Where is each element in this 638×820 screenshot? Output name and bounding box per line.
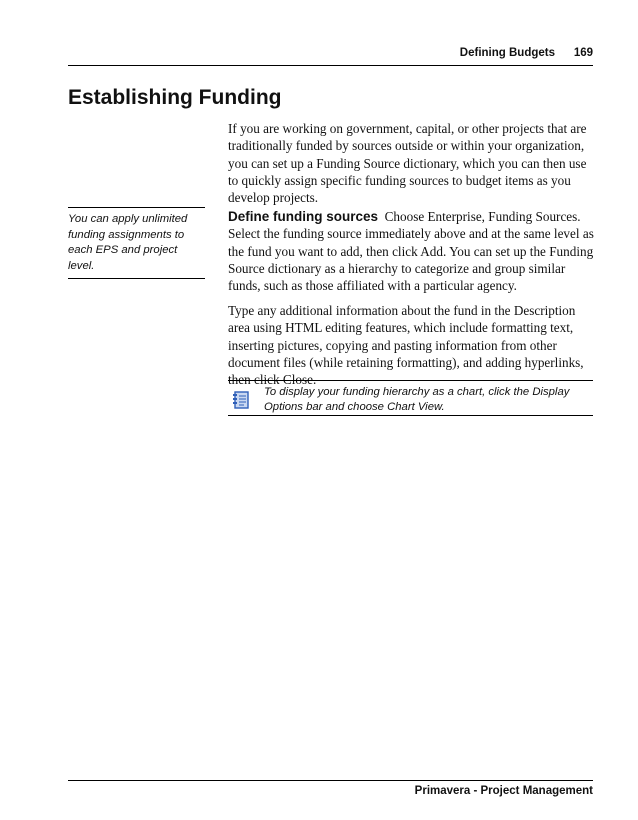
page-number: 169 [573, 47, 593, 59]
page-header [68, 43, 593, 66]
note-icon [232, 390, 252, 410]
tip-box [228, 380, 593, 416]
define-funding-text: Choose Enterprise, Funding Sources. Select the funding source immediately above and at the same level as the fund you want to add, then click Add. You can set up the Funding Source dictionary as a hierarchy to categorize and group similar funds, such as those affiliated with a particular agency. [228, 209, 594, 294]
run-in-heading: Define funding sources [228, 209, 379, 224]
margin-note-text: You can apply unlimited funding assignments to each EPS and project level. [68, 213, 188, 272]
margin-note [68, 207, 205, 279]
description-paragraph: Type any additional information about the fund in the Description area using HTML editing features, which include formatting text, inserting pictures, copying and pasting information from other document files (while retaining formatting), and adding hyperlinks, then click Close. [228, 303, 584, 388]
footer-title: Primavera - Project Management [414, 785, 593, 797]
section-title: Establishing Funding [68, 86, 282, 109]
running-header-title: Defining Budgets [459, 47, 555, 59]
page-footer [68, 780, 593, 797]
intro-paragraph: If you are working on government, capital, or other projects that are traditionally funded by sources outside or within your organization, you can set up a Funding Source dictionary, which you can then use to quickly assign specific funding sources to budget items as you develop projects. [228, 121, 587, 206]
tip-text: To display your funding hierarchy as a chart, click the Display Options bar and choose Chart View. [264, 386, 570, 413]
define-funding-paragraph [228, 208, 594, 294]
